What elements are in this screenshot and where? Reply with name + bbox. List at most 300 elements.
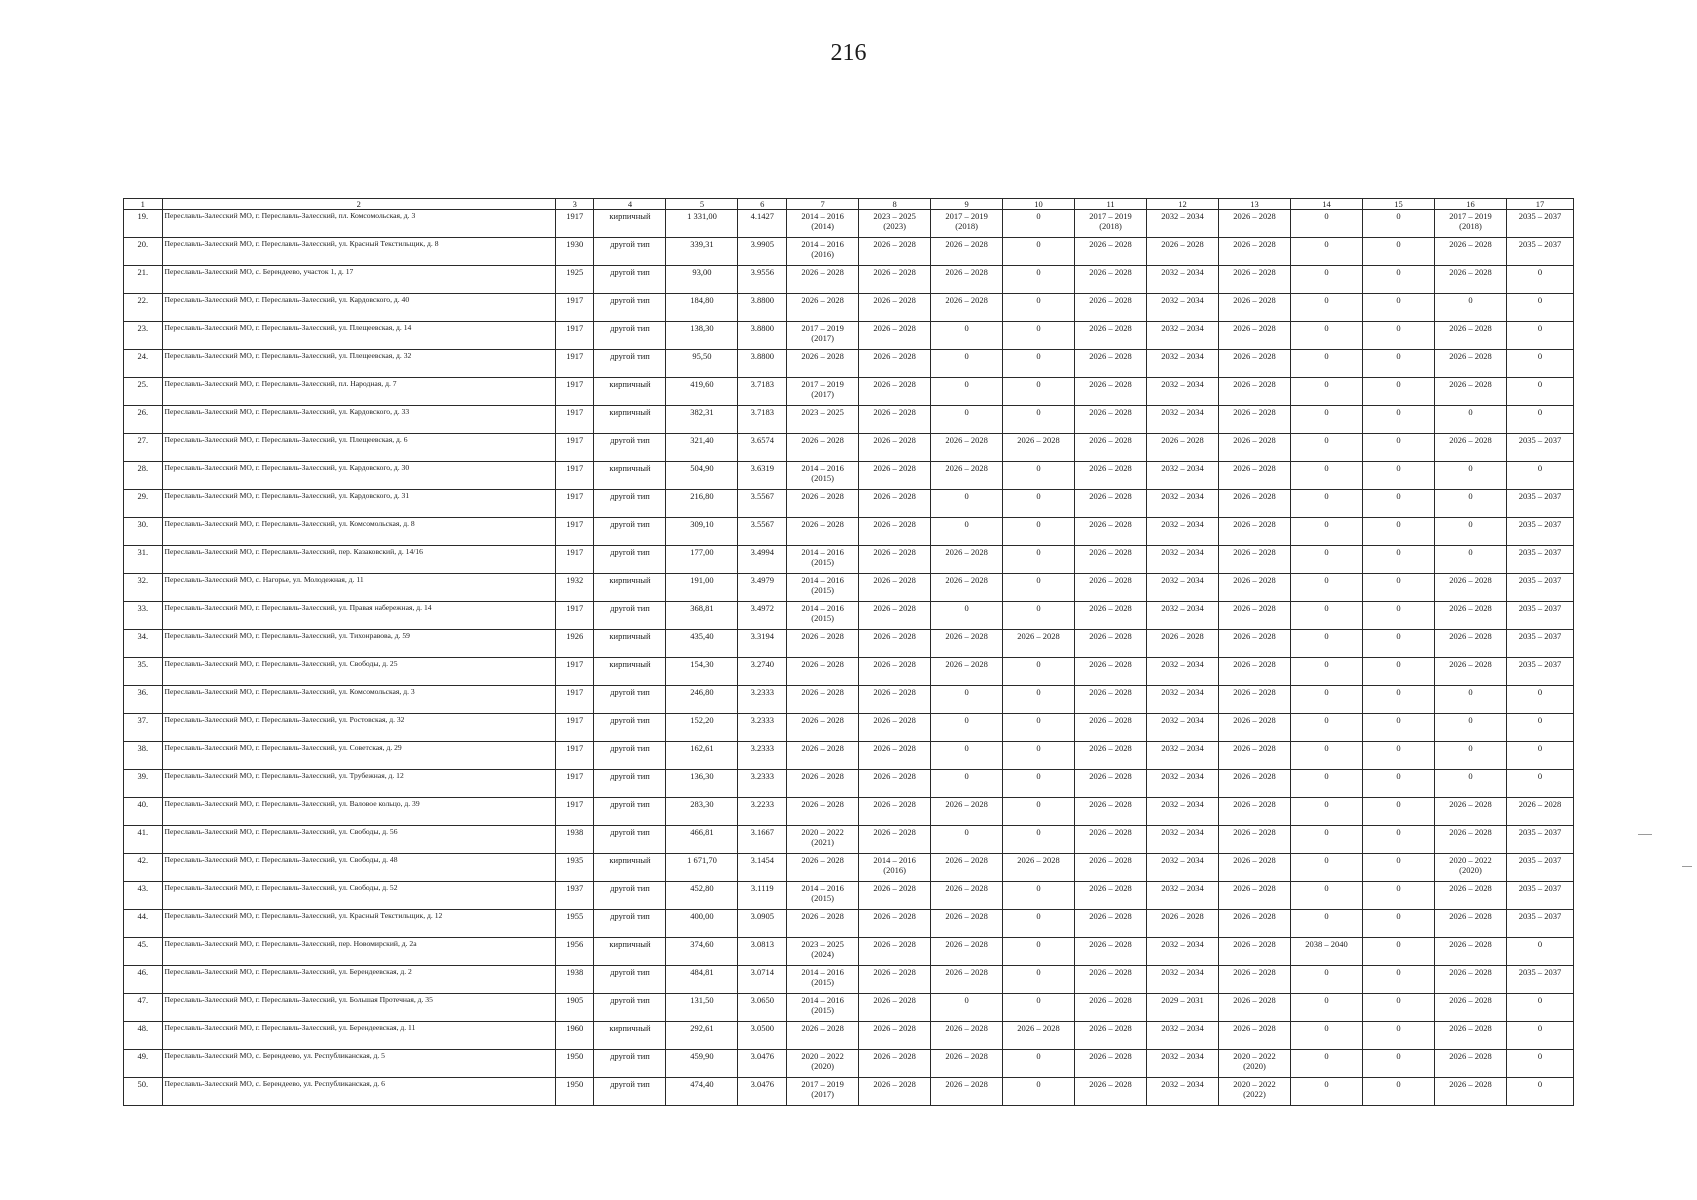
table-cell: 0 (1003, 882, 1075, 910)
table-cell: 2026 – 2028 (1075, 378, 1147, 406)
table-cell: другой тип (594, 350, 666, 378)
table-cell: 0 (1003, 294, 1075, 322)
table-cell: 2026 – 2028 (1075, 406, 1147, 434)
address-cell: Переславль-Залесский МО, г. Переславль-Залесский, пл. Народная, д. 7 (162, 378, 555, 406)
table-cell: 0 (1362, 518, 1434, 546)
table-cell: 2035 – 2037 (1506, 546, 1573, 574)
table-cell: 0 (931, 742, 1003, 770)
table-cell: 452,80 (666, 882, 738, 910)
address-cell: Переславль-Залесский МО, г. Переславль-Залесский, пл. Комсомольская, д. 3 (162, 210, 555, 238)
table-cell: 2026 – 2028 (1219, 910, 1291, 938)
table-cell: 2026 – 2028 (859, 434, 931, 462)
address-cell: Переславль-Залесский МО, с. Берендеево, участок 1, д. 17 (162, 266, 555, 294)
table-cell: 0 (1362, 686, 1434, 714)
table-cell: 2032 – 2034 (1147, 882, 1219, 910)
table-cell: 0 (1362, 798, 1434, 826)
table-cell: 1917 (555, 518, 594, 546)
table-cell: 2026 – 2028 (859, 798, 931, 826)
table-cell: 0 (1291, 462, 1363, 490)
table-cell: 0 (1434, 742, 1506, 770)
table-cell: 1917 (555, 294, 594, 322)
table-cell: 2032 – 2034 (1147, 350, 1219, 378)
table-cell: 0 (1003, 490, 1075, 518)
table-cell: 0 (1362, 966, 1434, 994)
table-cell: 0 (1291, 238, 1363, 266)
table-cell: 2026 – 2028 (859, 770, 931, 798)
row-number-cell: 29. (124, 490, 163, 518)
table-cell: 0 (1291, 994, 1363, 1022)
table-cell: 2035 – 2037 (1506, 210, 1573, 238)
table-cell: 184,80 (666, 294, 738, 322)
table-cell: 2026 – 2028 (1219, 546, 1291, 574)
address-cell: Переславль-Залесский МО, с. Берендеево, ул. Республиканская, д. 5 (162, 1050, 555, 1078)
table-cell: 2026 – 2028 (787, 1022, 859, 1050)
table-cell: 2026 – 2028 (931, 434, 1003, 462)
table-cell: 2026 – 2028 (1219, 210, 1291, 238)
housing-register-table (123, 198, 1574, 1106)
table-cell: 0 (1003, 1078, 1075, 1106)
table-cell: другой тип (594, 882, 666, 910)
table-cell: 0 (1434, 518, 1506, 546)
column-number-2: 2 (162, 199, 555, 210)
table-cell: 3.9556 (738, 266, 787, 294)
table-cell: 0 (1362, 854, 1434, 882)
table-cell: 0 (1291, 826, 1363, 854)
table-cell: 0 (1506, 1050, 1573, 1078)
table-cell: 2014 – 2016 (2015) (787, 994, 859, 1022)
table-cell: 2026 – 2028 (931, 462, 1003, 490)
table-cell: 2026 – 2028 (1434, 1078, 1506, 1106)
table-cell: другой тип (594, 518, 666, 546)
table-cell: 2017 – 2019 (2017) (787, 1078, 859, 1106)
table-cell: 3.4972 (738, 602, 787, 630)
table-cell: 0 (1291, 1050, 1363, 1078)
table-row (124, 658, 1574, 686)
table-cell: 2026 – 2028 (1434, 238, 1506, 266)
table-cell: другой тип (594, 966, 666, 994)
table-cell: другой тип (594, 322, 666, 350)
table-cell: 2026 – 2028 (1003, 1022, 1075, 1050)
table-cell: 1917 (555, 378, 594, 406)
table-cell: 0 (1434, 546, 1506, 574)
table-row (124, 882, 1574, 910)
row-number-cell: 45. (124, 938, 163, 966)
table-cell: 2032 – 2034 (1147, 518, 1219, 546)
table-cell: 0 (1291, 966, 1363, 994)
table-cell: 2026 – 2028 (1075, 882, 1147, 910)
table-cell: 2014 – 2016 (2016) (859, 854, 931, 882)
table-cell: 2026 – 2028 (1219, 938, 1291, 966)
table-cell: 2014 – 2016 (2015) (787, 882, 859, 910)
table-cell: 3.8800 (738, 350, 787, 378)
row-number-cell: 47. (124, 994, 163, 1022)
table-cell: 2026 – 2028 (1434, 966, 1506, 994)
table-cell: 0 (931, 826, 1003, 854)
table-cell: 2026 – 2028 (1003, 434, 1075, 462)
table-cell: 1917 (555, 490, 594, 518)
table-cell: 1 331,00 (666, 210, 738, 238)
table-row (124, 910, 1574, 938)
table-cell: 484,81 (666, 966, 738, 994)
table-cell: 2026 – 2028 (1219, 238, 1291, 266)
table-cell: 2026 – 2028 (931, 294, 1003, 322)
table-cell: 2014 – 2016 (2015) (787, 462, 859, 490)
table-cell: 2026 – 2028 (859, 658, 931, 686)
table-cell: 0 (1291, 322, 1363, 350)
address-cell: Переславль-Залесский МО, г. Переславль-Залесский, ул. Трубежная, д. 12 (162, 770, 555, 798)
table-cell: 2020 – 2022 (2022) (1219, 1078, 1291, 1106)
table-cell: другой тип (594, 714, 666, 742)
table-cell: 2026 – 2028 (1219, 854, 1291, 882)
table-cell: 0 (1506, 714, 1573, 742)
table-cell: 2026 – 2028 (859, 294, 931, 322)
table-cell: 0 (1362, 714, 1434, 742)
row-number-cell: 40. (124, 798, 163, 826)
address-cell: Переславль-Залесский МО, с. Берендеево, ул. Республиканская, д. 6 (162, 1078, 555, 1106)
table-cell: 0 (1362, 294, 1434, 322)
table-cell: другой тип (594, 742, 666, 770)
table-cell: 374,60 (666, 938, 738, 966)
table-row (124, 994, 1574, 1022)
table-cell: 3.6319 (738, 462, 787, 490)
table-cell: 2026 – 2028 (787, 630, 859, 658)
table-cell: 2026 – 2028 (787, 798, 859, 826)
table-cell: 0 (1506, 350, 1573, 378)
table-cell: 0 (1362, 210, 1434, 238)
table-cell: 0 (1362, 238, 1434, 266)
table-cell: 0 (1003, 826, 1075, 854)
table-cell: 2032 – 2034 (1147, 322, 1219, 350)
table-cell: другой тип (594, 546, 666, 574)
table-cell: 3.8800 (738, 322, 787, 350)
column-number-1: 1 (124, 199, 163, 210)
table-cell: 154,30 (666, 658, 738, 686)
table-cell: 2023 – 2025 (2023) (859, 210, 931, 238)
table-cell: 1917 (555, 350, 594, 378)
table-cell: 2026 – 2028 (931, 630, 1003, 658)
table-cell: 2026 – 2028 (1219, 378, 1291, 406)
table-cell: 2017 – 2019 (2017) (787, 322, 859, 350)
table-cell: 0 (1291, 854, 1363, 882)
table-cell: 459,90 (666, 1050, 738, 1078)
address-cell: Переславль-Залесский МО, г. Переславль-Залесский, ул. Большая Протечная, д. 35 (162, 994, 555, 1022)
table-cell: 321,40 (666, 434, 738, 462)
column-number-13: 13 (1219, 199, 1291, 210)
table-cell: 136,30 (666, 770, 738, 798)
table-cell: 435,40 (666, 630, 738, 658)
table-cell: 2026 – 2028 (1434, 602, 1506, 630)
table-cell: 177,00 (666, 546, 738, 574)
table-cell: 2032 – 2034 (1147, 854, 1219, 882)
table-cell: 2026 – 2028 (859, 574, 931, 602)
table-cell: 2026 – 2028 (1219, 686, 1291, 714)
table-cell: 0 (1434, 714, 1506, 742)
table-cell: 419,60 (666, 378, 738, 406)
table-cell: 2032 – 2034 (1147, 406, 1219, 434)
table-row (124, 294, 1574, 322)
table-cell: 0 (1003, 210, 1075, 238)
table-cell: 2026 – 2028 (1075, 714, 1147, 742)
table-cell: 0 (1506, 378, 1573, 406)
table-cell: 2026 – 2028 (931, 966, 1003, 994)
table-cell: 2026 – 2028 (1219, 434, 1291, 462)
table-cell: 2026 – 2028 (859, 1078, 931, 1106)
table-cell: 2026 – 2028 (1075, 1078, 1147, 1106)
table-row (124, 546, 1574, 574)
table-cell: 2032 – 2034 (1147, 770, 1219, 798)
table-cell: 2035 – 2037 (1506, 966, 1573, 994)
table-row (124, 742, 1574, 770)
table-cell: 3.1119 (738, 882, 787, 910)
column-number-7: 7 (787, 199, 859, 210)
column-number-15: 15 (1362, 199, 1434, 210)
table-cell: 3.2333 (738, 714, 787, 742)
row-number-cell: 22. (124, 294, 163, 322)
table-cell: 0 (931, 602, 1003, 630)
table-cell: кирпичный (594, 630, 666, 658)
table-cell: 0 (1291, 266, 1363, 294)
row-number-cell: 38. (124, 742, 163, 770)
table-cell: 2023 – 2025 (2024) (787, 938, 859, 966)
table-cell: 2026 – 2028 (1434, 826, 1506, 854)
table-cell: 0 (1362, 350, 1434, 378)
table-row (124, 350, 1574, 378)
table-cell: 0 (931, 518, 1003, 546)
address-cell: Переславль-Залесский МО, г. Переславль-Залесский, пер. Новомирский, д. 2а (162, 938, 555, 966)
table-cell: 2026 – 2028 (1434, 630, 1506, 658)
table-cell: 0 (1362, 742, 1434, 770)
table-cell: 466,81 (666, 826, 738, 854)
table-cell: 2026 – 2028 (859, 994, 931, 1022)
table-cell: 2026 – 2028 (1219, 994, 1291, 1022)
table-cell: 1926 (555, 630, 594, 658)
table-cell: 2026 – 2028 (787, 742, 859, 770)
address-cell: Переславль-Залесский МО, г. Переславль-Залесский, ул. Красный Текстильщик, д. 12 (162, 910, 555, 938)
table-cell: 2026 – 2028 (1075, 658, 1147, 686)
table-cell: 2032 – 2034 (1147, 798, 1219, 826)
table-cell: 0 (931, 378, 1003, 406)
table-cell: 2035 – 2037 (1506, 826, 1573, 854)
table-cell: 2026 – 2028 (1075, 910, 1147, 938)
table-cell: 2026 – 2028 (1003, 854, 1075, 882)
table-cell: 2026 – 2028 (1434, 882, 1506, 910)
table-cell: 3.8800 (738, 294, 787, 322)
table-cell: 2035 – 2037 (1506, 882, 1573, 910)
row-number-cell: 21. (124, 266, 163, 294)
table-cell: кирпичный (594, 462, 666, 490)
table-cell: 0 (1003, 770, 1075, 798)
table-cell: 2026 – 2028 (1219, 966, 1291, 994)
table-cell: 2026 – 2028 (1075, 490, 1147, 518)
table-cell: 2026 – 2028 (1219, 490, 1291, 518)
table-cell: 0 (1506, 994, 1573, 1022)
table-row (124, 518, 1574, 546)
table-cell: 0 (1506, 770, 1573, 798)
table-cell: 2032 – 2034 (1147, 1022, 1219, 1050)
table-cell: 0 (1003, 966, 1075, 994)
table-cell: 0 (1291, 686, 1363, 714)
table-cell: 2026 – 2028 (787, 490, 859, 518)
address-cell: Переславль-Залесский МО, г. Переславль-Залесский, ул. Кардовского, д. 30 (162, 462, 555, 490)
table-cell: 2032 – 2034 (1147, 462, 1219, 490)
table-cell: 0 (1003, 742, 1075, 770)
table-cell: 0 (1362, 1078, 1434, 1106)
table-cell: 1917 (555, 322, 594, 350)
table-cell: 0 (1506, 266, 1573, 294)
table-cell: 2026 – 2028 (1434, 378, 1506, 406)
table-cell: 0 (931, 770, 1003, 798)
table-cell: 2026 – 2028 (931, 798, 1003, 826)
table-cell: 3.0813 (738, 938, 787, 966)
table-cell: 3.2333 (738, 742, 787, 770)
table-cell: 1917 (555, 742, 594, 770)
table-cell: 2035 – 2037 (1506, 854, 1573, 882)
table-row (124, 490, 1574, 518)
table-cell: 1956 (555, 938, 594, 966)
table-cell: 2032 – 2034 (1147, 686, 1219, 714)
row-number-cell: 24. (124, 350, 163, 378)
table-cell: 0 (1362, 630, 1434, 658)
table-row (124, 574, 1574, 602)
table-cell: 2035 – 2037 (1506, 238, 1573, 266)
table-cell: 2020 – 2022 (2021) (787, 826, 859, 854)
table-cell: 2026 – 2028 (1075, 798, 1147, 826)
table-cell: 3.0650 (738, 994, 787, 1022)
table-cell: 2026 – 2028 (859, 322, 931, 350)
address-cell: Переславль-Залесский МО, г. Переславль-Залесский, ул. Правая набережная, д. 14 (162, 602, 555, 630)
table-cell: 2029 – 2031 (1147, 994, 1219, 1022)
table-cell: другой тип (594, 910, 666, 938)
table-cell: 0 (1506, 1022, 1573, 1050)
row-number-cell: 36. (124, 686, 163, 714)
column-number-5: 5 (666, 199, 738, 210)
table-cell: 2032 – 2034 (1147, 742, 1219, 770)
table-cell: 0 (1003, 266, 1075, 294)
table-row (124, 630, 1574, 658)
row-number-cell: 44. (124, 910, 163, 938)
table-cell: 2026 – 2028 (1219, 798, 1291, 826)
table-cell: 2026 – 2028 (1219, 602, 1291, 630)
table-cell: 0 (1291, 350, 1363, 378)
table-cell: 0 (1506, 742, 1573, 770)
column-number-11: 11 (1075, 199, 1147, 210)
table-cell: 2014 – 2016 (2015) (787, 966, 859, 994)
column-number-16: 16 (1434, 199, 1506, 210)
table-cell: 2026 – 2028 (1075, 854, 1147, 882)
table-cell: 0 (1003, 798, 1075, 826)
table-cell: кирпичный (594, 658, 666, 686)
address-cell: Переславль-Залесский МО, г. Переславль-Залесский, ул. Советская, д. 29 (162, 742, 555, 770)
table-cell: 2020 – 2022 (2020) (787, 1050, 859, 1078)
table-cell: 3.5567 (738, 490, 787, 518)
table-cell: кирпичный (594, 406, 666, 434)
column-number-row (124, 199, 1574, 210)
table-cell: 2026 – 2028 (1075, 546, 1147, 574)
table-cell: 2026 – 2028 (1075, 770, 1147, 798)
table-cell: 1917 (555, 210, 594, 238)
table-cell: 2026 – 2028 (1075, 350, 1147, 378)
table-cell: 0 (1362, 574, 1434, 602)
table-cell: 2026 – 2028 (1075, 1050, 1147, 1078)
table-cell: 2026 – 2028 (1434, 798, 1506, 826)
table-cell: другой тип (594, 602, 666, 630)
table-cell: 3.0476 (738, 1078, 787, 1106)
table-cell: 2026 – 2028 (1075, 630, 1147, 658)
table-cell: 152,20 (666, 714, 738, 742)
address-cell: Переславль-Залесский МО, г. Переславль-Залесский, ул. Свободы, д. 25 (162, 658, 555, 686)
table-cell: 2026 – 2028 (1075, 266, 1147, 294)
table-cell: 3.2333 (738, 770, 787, 798)
table-cell: 2026 – 2028 (1434, 658, 1506, 686)
table-cell: 2026 – 2028 (859, 378, 931, 406)
table-cell: 0 (1003, 322, 1075, 350)
table-cell: 0 (931, 490, 1003, 518)
table-cell: 2026 – 2028 (787, 658, 859, 686)
table-cell: 0 (1362, 490, 1434, 518)
table-row (124, 966, 1574, 994)
table-cell: 2035 – 2037 (1506, 910, 1573, 938)
table-row (124, 798, 1574, 826)
table-cell: 2026 – 2028 (859, 938, 931, 966)
table-cell: 1930 (555, 238, 594, 266)
table-cell: 2017 – 2019 (2018) (931, 210, 1003, 238)
table-cell: 0 (1003, 350, 1075, 378)
table-cell: 2032 – 2034 (1147, 546, 1219, 574)
table-cell: 2026 – 2028 (1147, 434, 1219, 462)
address-cell: Переславль-Залесский МО, г. Переславль-Залесский, ул. Кардовского, д. 31 (162, 490, 555, 518)
table-cell: 0 (1362, 882, 1434, 910)
table-cell: 2014 – 2016 (2015) (787, 546, 859, 574)
table-cell: 0 (1362, 322, 1434, 350)
address-cell: Переславль-Залесский МО, г. Переславль-Залесский, ул. Ростовская, д. 32 (162, 714, 555, 742)
table-cell: другой тип (594, 1050, 666, 1078)
scan-mark (1682, 866, 1692, 867)
address-cell: Переславль-Залесский МО, г. Переславль-Залесский, ул. Плещеевская, д. 14 (162, 322, 555, 350)
address-cell: Переславль-Залесский МО, г. Переславль-Залесский, ул. Красный Текстильщик, д. 8 (162, 238, 555, 266)
table-cell: 2026 – 2028 (1434, 322, 1506, 350)
table-cell: 0 (1434, 686, 1506, 714)
table-cell: 0 (1362, 658, 1434, 686)
table-cell: 2026 – 2028 (1434, 266, 1506, 294)
table-cell: 0 (931, 994, 1003, 1022)
table-cell: 2026 – 2028 (859, 266, 931, 294)
table-cell: 309,10 (666, 518, 738, 546)
table-cell: 2026 – 2028 (787, 518, 859, 546)
table-cell: 0 (1291, 742, 1363, 770)
table-cell: 2026 – 2028 (1075, 462, 1147, 490)
table-cell: 0 (1362, 910, 1434, 938)
address-cell: Переславль-Залесский МО, г. Переславль-Залесский, ул. Кардовского, д. 40 (162, 294, 555, 322)
table-cell: 0 (1362, 994, 1434, 1022)
table-cell: 2035 – 2037 (1506, 434, 1573, 462)
table-cell: 2026 – 2028 (931, 238, 1003, 266)
table-cell: 2026 – 2028 (1075, 518, 1147, 546)
table-cell: 400,00 (666, 910, 738, 938)
scan-mark (1638, 834, 1652, 835)
table-cell: 2032 – 2034 (1147, 658, 1219, 686)
table-cell: 0 (1003, 714, 1075, 742)
table-cell: 2032 – 2034 (1147, 294, 1219, 322)
table-cell: 1917 (555, 434, 594, 462)
table-cell: 2026 – 2028 (1075, 826, 1147, 854)
table-cell: 2026 – 2028 (1219, 266, 1291, 294)
table-cell: 138,30 (666, 322, 738, 350)
table-row (124, 406, 1574, 434)
table-cell: 2017 – 2019 (2017) (787, 378, 859, 406)
table-cell: другой тип (594, 238, 666, 266)
table-cell: 216,80 (666, 490, 738, 518)
table-cell: 95,50 (666, 350, 738, 378)
